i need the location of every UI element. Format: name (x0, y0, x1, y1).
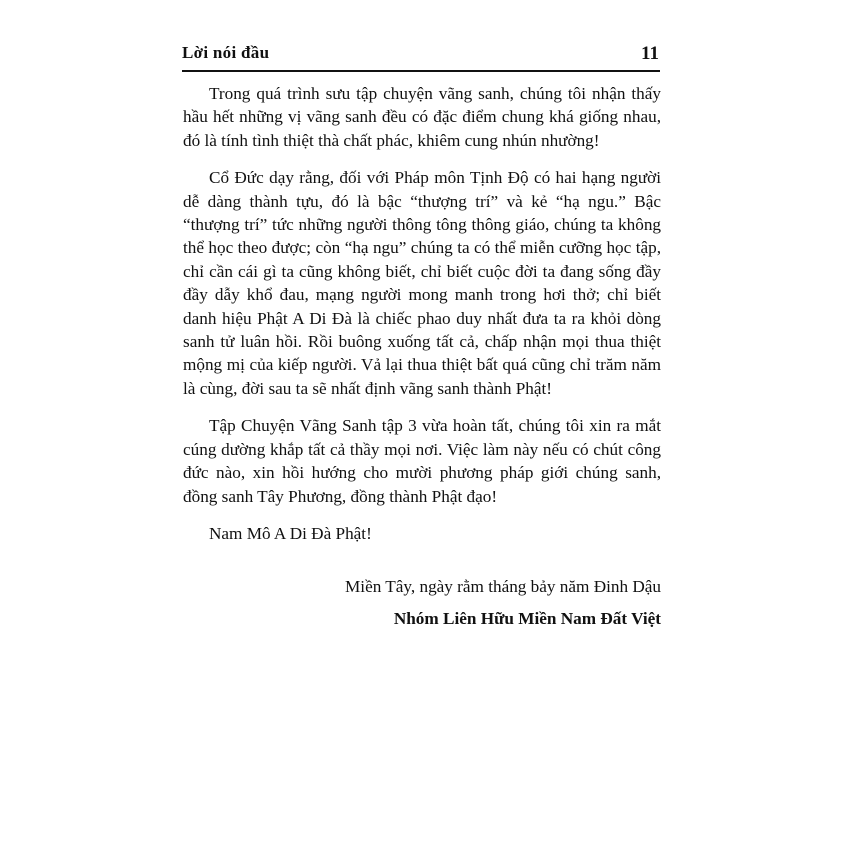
signoff-place-date: Miền Tây, ngày rằm tháng bảy năm Đinh Dậu (345, 577, 661, 597)
paragraph-4: Nam Mô A Di Đà Phật! (209, 523, 372, 543)
signoff-author: Nhóm Liên Hữu Miền Nam Đất Việt (393, 608, 661, 628)
paragraph-3: Tập Chuyện Vãng Sanh tập 3 vừa hoàn tất, chúng tôi xin ra mắt cúng dường khắp tất cả thầy mọi nơi. Việc làm này nếu có chút công đức nào, xin hồi hướng cho mười phương pháp giới chúng sanh, đồng sanh Tây Phương, đồng thành Phật đạo! (183, 416, 661, 506)
page-header (182, 36, 660, 72)
paragraph-2: Cổ Đức dạy rằng, đối với Pháp môn Tịnh Độ có hai hạng người dễ dàng thành tựu, đó là bậc “thượng trí” và kẻ “hạ ngu.” Bậc “thượng trí” tức những người thông tông thông giáo, chúng ta không thể học theo được; còn “hạ ngu” chúng ta có thể miễn cưỡng học tập, chỉ cần cái gì ta cũng không biết, chỉ biết cuộc đời ta đang sống đầy đầy dẫy khổ đau, mạng người mong manh trong hơi thở; chỉ biết danh hiệu Phật A Di Đà là chiếc phao duy nhất đưa ta ra khỏi dòng sanh tử luân hồi. Rồi buông xuống tất cả, chấp nhận mọi thua thiệt mộng mị của kiếp người. Vả lại thua thiệt bất quá cũng chỉ trăm năm là cùng, đời sau ta sẽ nhất định vãng sanh thành Phật! (183, 168, 661, 398)
body-text (183, 82, 661, 630)
running-title: Lời nói đầu (182, 43, 270, 62)
page-number: 11 (641, 43, 659, 64)
paragraph-1: Trong quá trình sưu tập chuyện vãng sanh, chúng tôi nhận thấy hầu hết những vị vãng sanh đều có đặc điểm chung khá giống nhau, đó là tính tình thiệt thà chất phác, khiêm cung nhún nhường! (183, 84, 661, 150)
